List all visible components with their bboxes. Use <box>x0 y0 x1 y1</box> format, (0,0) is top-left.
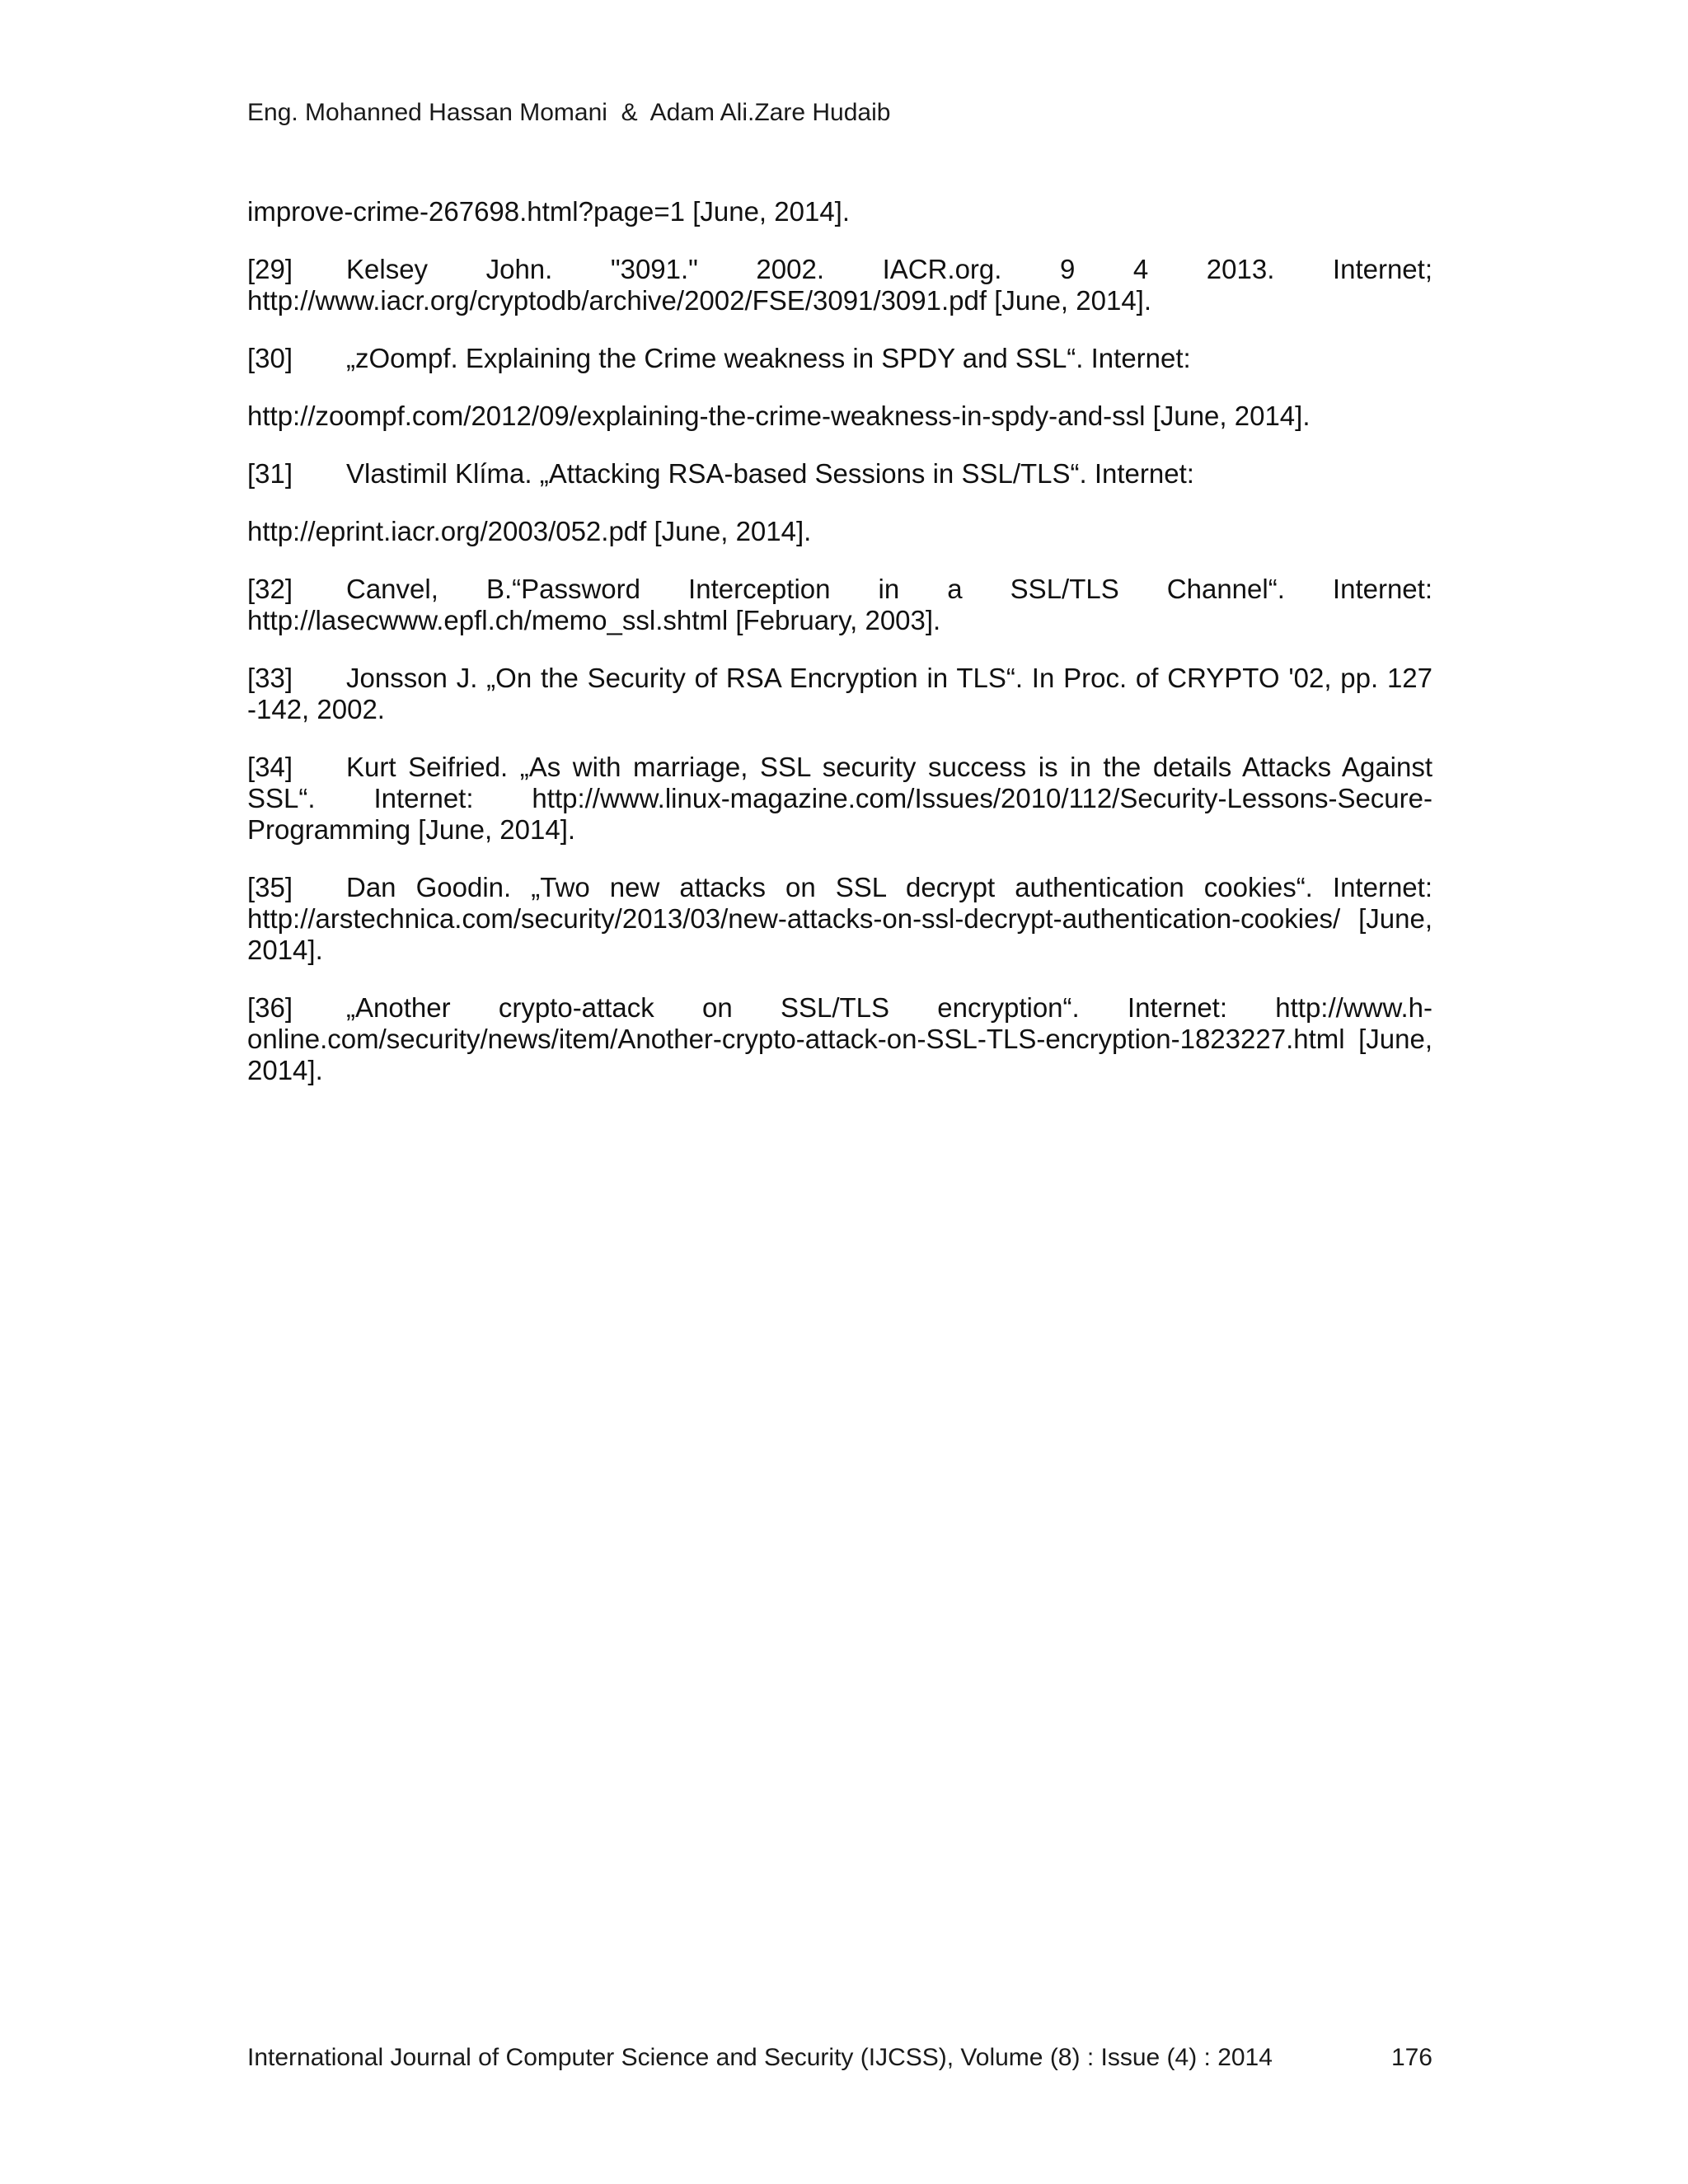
reference-text: Dan Goodin. „Two new attacks on SSL decrypt authentication cookies“. Internet: http://arstechnica.com/security/2013/03/new-attacks-on-ssl-decrypt-authentication-cookies/ [June, 2014]. <box>247 872 1432 965</box>
reference-text: Kurt Seifried. „As with marriage, SSL security success is in the details Attacks Against SSL“. Internet: http://www.linux-magazine.com/Issues/2010/112/Security-Lessons-Secure-Programming [June, 2014]. <box>247 752 1432 845</box>
reference-number: [34] <box>247 752 293 782</box>
reference-number: [36] <box>247 992 293 1023</box>
reference-33 <box>247 663 1432 725</box>
reference-text: Jonsson J. „On the Security of RSA Encryption in TLS“. In Proc. of CRYPTO '02, pp. 127 -142, 2002. <box>247 663 1432 724</box>
running-footer <box>247 2044 1432 2072</box>
reference-number: [32] <box>247 574 293 604</box>
reference-text: „zOompf. Explaining the Crime weakness in SPDY and SSL“. Internet: <box>346 343 1191 373</box>
reference-30 <box>247 343 1432 374</box>
reference-number: [30] <box>247 343 293 373</box>
reference-text: Canvel, B.“Password Interception in a SSL/TLS Channel“. Internet: http://lasecwww.epfl.ch/memo_ssl.shtml [February, 2003]. <box>247 574 1432 635</box>
reference-34 <box>247 752 1432 846</box>
continuation-text: improve-crime-267698.html?page=1 [June, 2014]. <box>247 196 851 227</box>
reference-36 <box>247 992 1432 1086</box>
reference-32 <box>247 574 1432 636</box>
reference-text: Vlastimil Klíma. „Attacking RSA-based Sessions in SSL/TLS“. Internet: <box>346 458 1194 489</box>
reference-31-url: http://eprint.iacr.org/2003/052.pdf [June, 2014]. <box>247 516 812 546</box>
reference-35 <box>247 872 1432 966</box>
reference-list <box>247 196 1432 1113</box>
reference-29 <box>247 254 1432 316</box>
reference-number: [29] <box>247 254 293 284</box>
reference-text: Kelsey John. "3091." 2002. IACR.org. 9 4 2013. Internet; http://www.iacr.org/cryptodb/archive/2002/FSE/3091/3091.pdf [June, 2014]. <box>247 254 1432 316</box>
reference-number: [33] <box>247 663 293 693</box>
reference-number: [35] <box>247 872 293 902</box>
reference-30-url: http://zoompf.com/2012/09/explaining-the-crime-weakness-in-spdy-and-ssl [June, 2014]. <box>247 401 1311 431</box>
reference-text: „Another crypto-attack on SSL/TLS encryption“. Internet: http://www.h-online.com/security/news/item/Another-crypto-attack-on-SSL-TLS-encryption-1823227.html [June, 2014]. <box>247 992 1432 1085</box>
running-header: Eng. Mohanned Hassan Momani & Adam Ali.Zare Hudaib <box>247 99 891 126</box>
reference-number: [31] <box>247 458 293 489</box>
reference-31 <box>247 458 1432 490</box>
journal-citation: International Journal of Computer Science and Security (IJCSS), Volume (8) : Issue (4) : 2014 <box>247 2044 1273 2071</box>
page-number: 176 <box>1390 2044 1432 2071</box>
